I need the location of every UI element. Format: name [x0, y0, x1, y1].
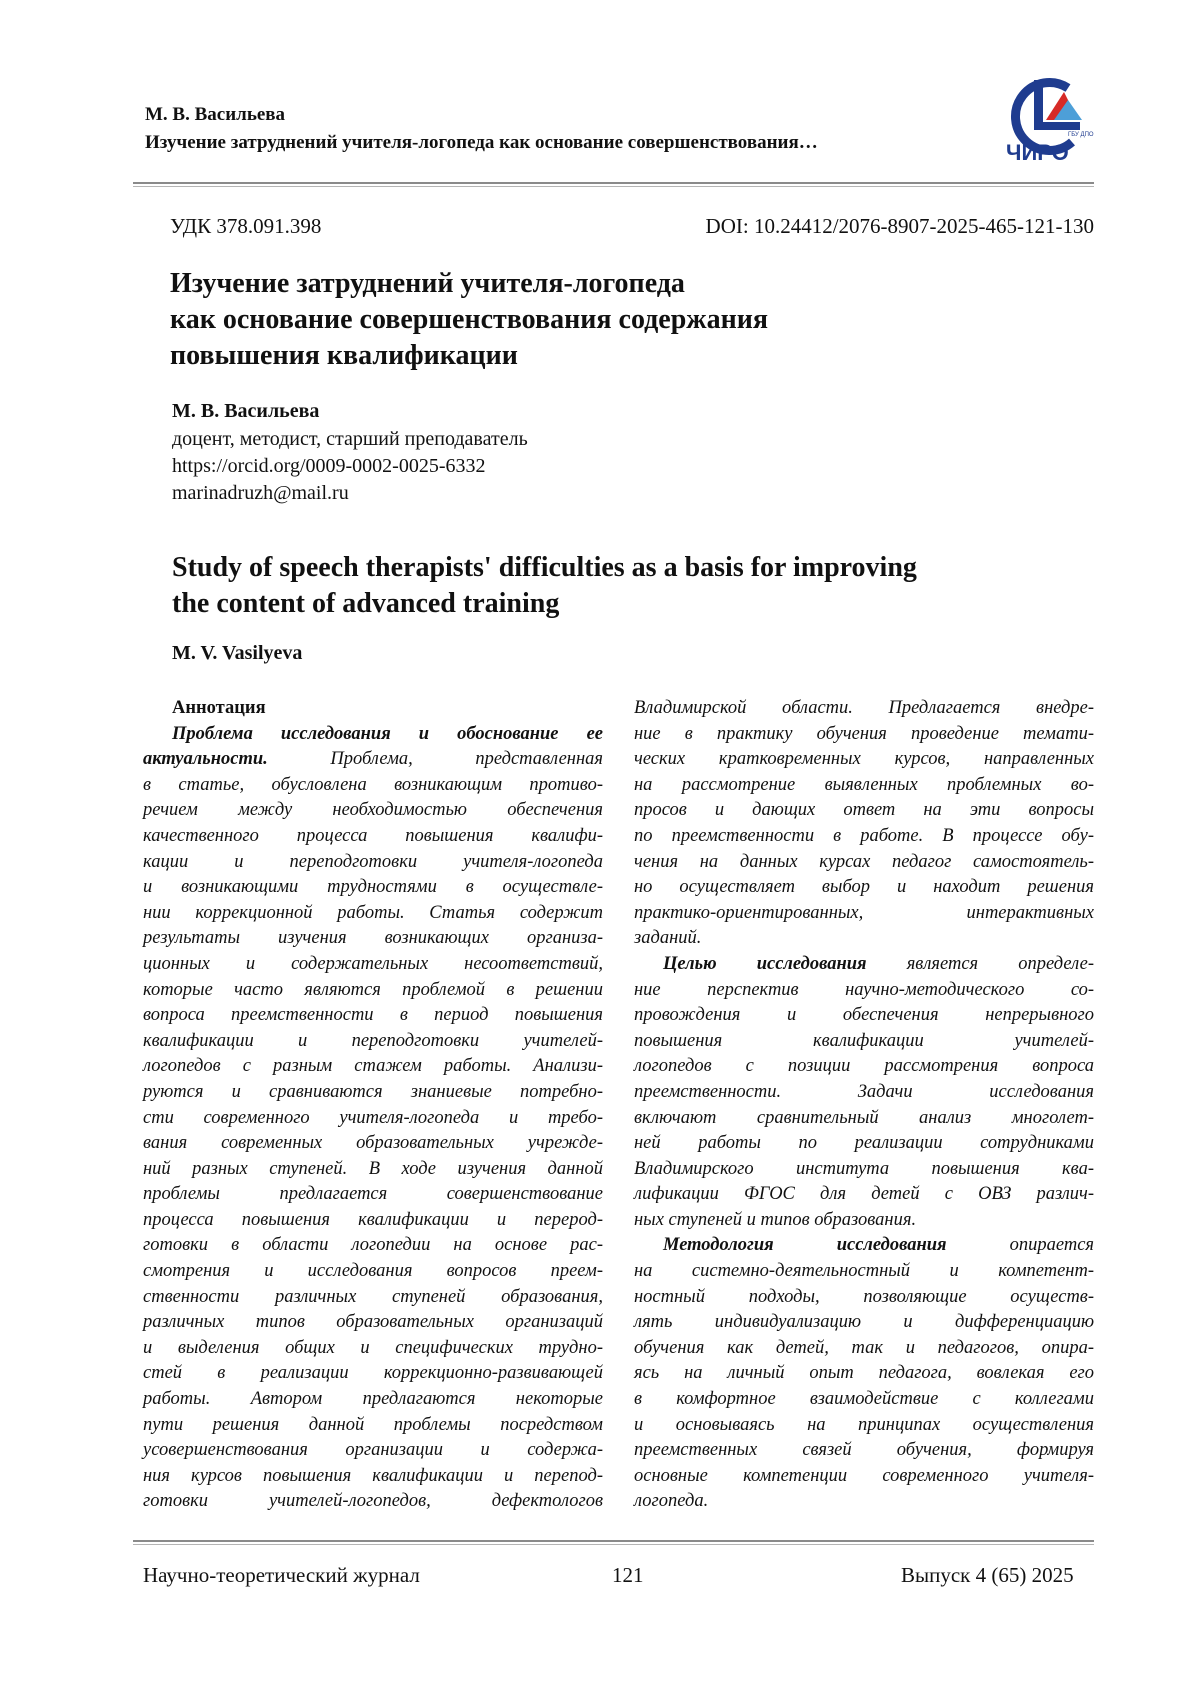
abstract-line — [634, 1157, 1094, 1183]
abstract-line — [143, 1310, 603, 1336]
abstract-text: чения на данных курсах педагог самостоятель- — [634, 852, 1094, 872]
abstract-text: заданий. — [634, 928, 701, 948]
doi: DOI: 10.24412/2076-8907-2025-465-121-130 — [706, 214, 1094, 244]
abstract-text: квалификации и переподготовки учителей- — [143, 1031, 603, 1051]
abstract-line — [634, 926, 1094, 952]
abstract-text: и основываясь на принципах осуществления — [634, 1415, 1094, 1435]
abstract-line — [634, 1285, 1094, 1311]
abstract-line — [634, 1233, 1094, 1259]
abstract-text: но осуществляет выбор и находит решения — [634, 877, 1094, 897]
abstract-text: ний разных ступеней. В ходе изучения данной — [143, 1159, 603, 1179]
abstract-line — [634, 952, 1094, 978]
author-email[interactable]: marinadruzh@mail.ru — [172, 482, 349, 505]
footer-journal: Научно-теоретический журнал — [143, 1563, 420, 1588]
header-rule — [133, 182, 1094, 184]
abstract-text: ных ступеней и типов образования. — [634, 1210, 916, 1230]
abstract-line — [143, 1106, 603, 1132]
abstract-text: готовки учителей-логопедов, дефектологов — [143, 1491, 603, 1511]
abstract-line — [634, 1029, 1094, 1055]
title-ru-line: как основание совершенствования содержания — [170, 302, 1050, 338]
abstract-text: на рассмотрение выявленных проблемных во- — [634, 775, 1094, 795]
abstract-line — [634, 747, 1094, 773]
abstract-line — [143, 824, 603, 850]
abstract-bold-lead: Целью исследования — [663, 954, 867, 974]
abstract-bold-lead: Методология исследования — [663, 1235, 947, 1255]
abstract-line — [143, 978, 603, 1004]
abstract-text: сти современного учителя-логопеда и требо- — [143, 1108, 603, 1128]
abstract-text: различных типов образовательных организаций — [143, 1312, 603, 1332]
abstract-line — [143, 1182, 603, 1208]
abstract-text: включают сравнительный анализ многолет- — [634, 1108, 1094, 1128]
page-number: 121 — [612, 1563, 644, 1588]
abstract-line — [634, 773, 1094, 799]
abstract-text: ния курсов повышения квалификации и перепод- — [143, 1466, 603, 1486]
footer-rule — [133, 1540, 1094, 1542]
abstract-line — [143, 1413, 603, 1439]
abstract-text: ностный подходы, позволяющие осуществ- — [634, 1287, 1094, 1307]
abstract-text: ционных и содержательных несоответствий, — [143, 954, 603, 974]
abstract-text: руются и сравниваются знаниевые потребно- — [143, 1082, 603, 1102]
abstract-text: на системно-деятельностный и компетент- — [634, 1261, 1094, 1281]
abstract-line — [143, 1233, 603, 1259]
abstract-text: смотрения и исследования вопросов преем- — [143, 1261, 603, 1281]
abstract-line — [143, 926, 603, 952]
abstract-line — [143, 901, 603, 927]
abstract-line — [634, 1106, 1094, 1132]
abstract-line — [143, 798, 603, 824]
abstract-text: преемственных связей обучения, формируя — [634, 1440, 1094, 1460]
abstract-line — [634, 850, 1094, 876]
logo-l-horizontal — [1034, 122, 1080, 130]
abstract-line — [143, 1361, 603, 1387]
abstract-line — [634, 1131, 1094, 1157]
abstract-text: ческих кратковременных курсов, направленных — [634, 749, 1094, 769]
abstract-text: нии коррекционной работы. Статья содержит — [143, 903, 603, 923]
footer-rule-thin — [133, 1544, 1094, 1545]
abstract-line — [143, 722, 603, 748]
abstract-line — [143, 1157, 603, 1183]
abstract-text: по преемственности в работе. В процессе обу- — [634, 826, 1094, 846]
abstract-line — [143, 1131, 603, 1157]
abstract-line — [143, 1464, 603, 1490]
udk-code: УДК 378.091.398 — [170, 214, 321, 244]
abstract-line — [634, 1054, 1094, 1080]
abstract-column-left — [143, 696, 603, 1515]
abstract-text: в комфортное взаимодействие с коллегами — [634, 1389, 1094, 1409]
abstract-line — [634, 1464, 1094, 1490]
title-ru-line: Изучение затруднений учителя-логопеда — [170, 266, 1050, 302]
author-position: доцент, методист, старший преподаватель — [172, 428, 528, 451]
abstract-text: провождения и обеспечения непрерывного — [634, 1005, 1094, 1025]
abstract-line — [634, 1361, 1094, 1387]
abstract-text: ней работы по реализации сотрудниками — [634, 1133, 1094, 1153]
abstract-text: вания современных образовательных учрежде- — [143, 1133, 603, 1153]
abstract-text: качественного процесса повышения квалифи- — [143, 826, 603, 846]
author-name-en: M. V. Vasilyeva — [172, 642, 302, 665]
abstract-line — [634, 824, 1094, 850]
abstract-text: повышения квалификации учителей- — [634, 1031, 1094, 1051]
abstract-line — [143, 1336, 603, 1362]
abstract-line — [634, 978, 1094, 1004]
chiro-logo — [1004, 70, 1094, 170]
abstract-line — [634, 1208, 1094, 1234]
abstract-column-right — [634, 696, 1094, 1515]
abstract-text: проблемы предлагается совершенствование — [143, 1184, 603, 1204]
abstract-text: является определе- — [867, 954, 1094, 974]
abstract-text: ясь на личный опыт педагога, вовлекая его — [634, 1363, 1094, 1383]
abstract-text: Владимирской области. Предлагается внедре- — [634, 698, 1094, 718]
abstract-bold-lead: Проблема исследования и обоснование ее — [172, 724, 603, 744]
abstract-text: ственности различных ступеней образования, — [143, 1287, 603, 1307]
abstract-line — [143, 850, 603, 876]
abstract-text: просов и дающих ответ на эти вопросы — [634, 800, 1094, 820]
abstract-line — [634, 798, 1094, 824]
abstract-text: стей в реализации коррекционно-развивающей — [143, 1363, 603, 1383]
article-title-en — [172, 550, 1072, 622]
abstract-text: результаты изучения возникающих организа- — [143, 928, 603, 948]
abstract-text: и возникающими трудностями в осуществле- — [143, 877, 603, 897]
abstract-text: лификации ФГОС для детей с ОВЗ различ- — [634, 1184, 1094, 1204]
abstract-text: опирается — [947, 1235, 1094, 1255]
abstract-line — [143, 1003, 603, 1029]
abstract-line — [634, 1310, 1094, 1336]
abstract-bold-lead: актуальности. — [143, 749, 268, 769]
author-orcid[interactable]: https://orcid.org/0009-0002-0025-6332 — [172, 455, 486, 478]
abstract-text: основные компетенции современного учителя- — [634, 1466, 1094, 1486]
abstract-line — [634, 1489, 1094, 1515]
running-header-title: Изучение затруднений учителя-логопеда как основание совершенствования… — [145, 132, 818, 154]
abstract-line — [143, 773, 603, 799]
logo-subtext: ГБУ ДПО — [1068, 132, 1094, 138]
logo-text: ЧИРО — [1006, 140, 1069, 165]
abstract-line — [143, 1387, 603, 1413]
abstract-line — [634, 696, 1094, 722]
abstract-text: Проблема, представленная — [268, 749, 603, 769]
abstract-line — [143, 747, 603, 773]
abstract-text: готовки в области логопедии на основе рас- — [143, 1235, 603, 1255]
abstract-line — [143, 952, 603, 978]
abstract-text: преемственности. Задачи исследования — [634, 1082, 1094, 1102]
abstract-line — [634, 1080, 1094, 1106]
abstract-line — [634, 875, 1094, 901]
abstract-text: работы. Автором предлагаются некоторые — [143, 1389, 603, 1409]
article-title-ru — [170, 266, 1050, 374]
title-en-line: the content of advanced training — [172, 586, 1072, 622]
meta-row — [170, 214, 1094, 244]
abstract-text: логопедов с разным стажем работы. Анализи- — [143, 1056, 603, 1076]
abstract-text: и выделения общих и специфических трудно- — [143, 1338, 603, 1358]
abstract-text: усовершенствования организации и содержа- — [143, 1440, 603, 1460]
abstract-text: пути решения данной проблемы посредством — [143, 1415, 603, 1435]
abstract-text: обучения как детей, так и педагогов, опира- — [634, 1338, 1094, 1358]
abstract-text: лять индивидуализацию и дифференциацию — [634, 1312, 1094, 1332]
running-header-author: М. В. Васильева — [145, 104, 285, 126]
abstract-line — [143, 1208, 603, 1234]
title-ru-line: повышения квалификации — [170, 338, 1050, 374]
abstract-text: практико-ориентированных, интерактивных — [634, 903, 1094, 923]
abstract-line — [143, 1259, 603, 1285]
abstract-line — [143, 1438, 603, 1464]
abstract-text: логопедов с позиции рассмотрения вопроса — [634, 1056, 1094, 1076]
abstract-line — [634, 1003, 1094, 1029]
abstract-line — [634, 1438, 1094, 1464]
abstract-line — [634, 1387, 1094, 1413]
abstract-heading: Аннотация — [143, 696, 603, 722]
abstract-text: ние перспектив научно-методического со- — [634, 980, 1094, 1000]
abstract-line — [143, 1054, 603, 1080]
title-en-line: Study of speech therapists' difficulties as a basis for improving — [172, 550, 1072, 586]
abstract-line — [634, 1182, 1094, 1208]
abstract-line — [634, 1336, 1094, 1362]
abstract-text: процесса повышения квалификации и переpод- — [143, 1210, 603, 1230]
abstract-text: речием между необходимостью обеспечения — [143, 800, 603, 820]
abstract-line — [634, 1413, 1094, 1439]
abstract-line — [634, 722, 1094, 748]
abstract-line — [143, 1029, 603, 1055]
abstract-text: вопроса преемственности в период повышения — [143, 1005, 603, 1025]
header-rule-thin — [133, 186, 1094, 187]
abstract-text: кации и переподготовки учителя-логопеда — [143, 852, 603, 872]
footer-issue: Выпуск 4 (65) 2025 — [901, 1563, 1074, 1588]
abstract-line — [634, 901, 1094, 927]
abstract-text: логопеда. — [634, 1491, 708, 1511]
abstract-line — [143, 875, 603, 901]
abstract-line — [634, 1259, 1094, 1285]
abstract-line — [143, 1285, 603, 1311]
abstract-text: Владимирского института повышения ква- — [634, 1159, 1094, 1179]
abstract-text: которые часто являются проблемой в решении — [143, 980, 603, 1000]
abstract-line — [143, 1489, 603, 1515]
abstract-text: в статье, обусловлена возникающим противо- — [143, 775, 603, 795]
abstract-line — [143, 1080, 603, 1106]
abstract-text: ние в практику обучения проведение темати- — [634, 724, 1094, 744]
author-name-ru: М. В. Васильева — [172, 400, 319, 423]
